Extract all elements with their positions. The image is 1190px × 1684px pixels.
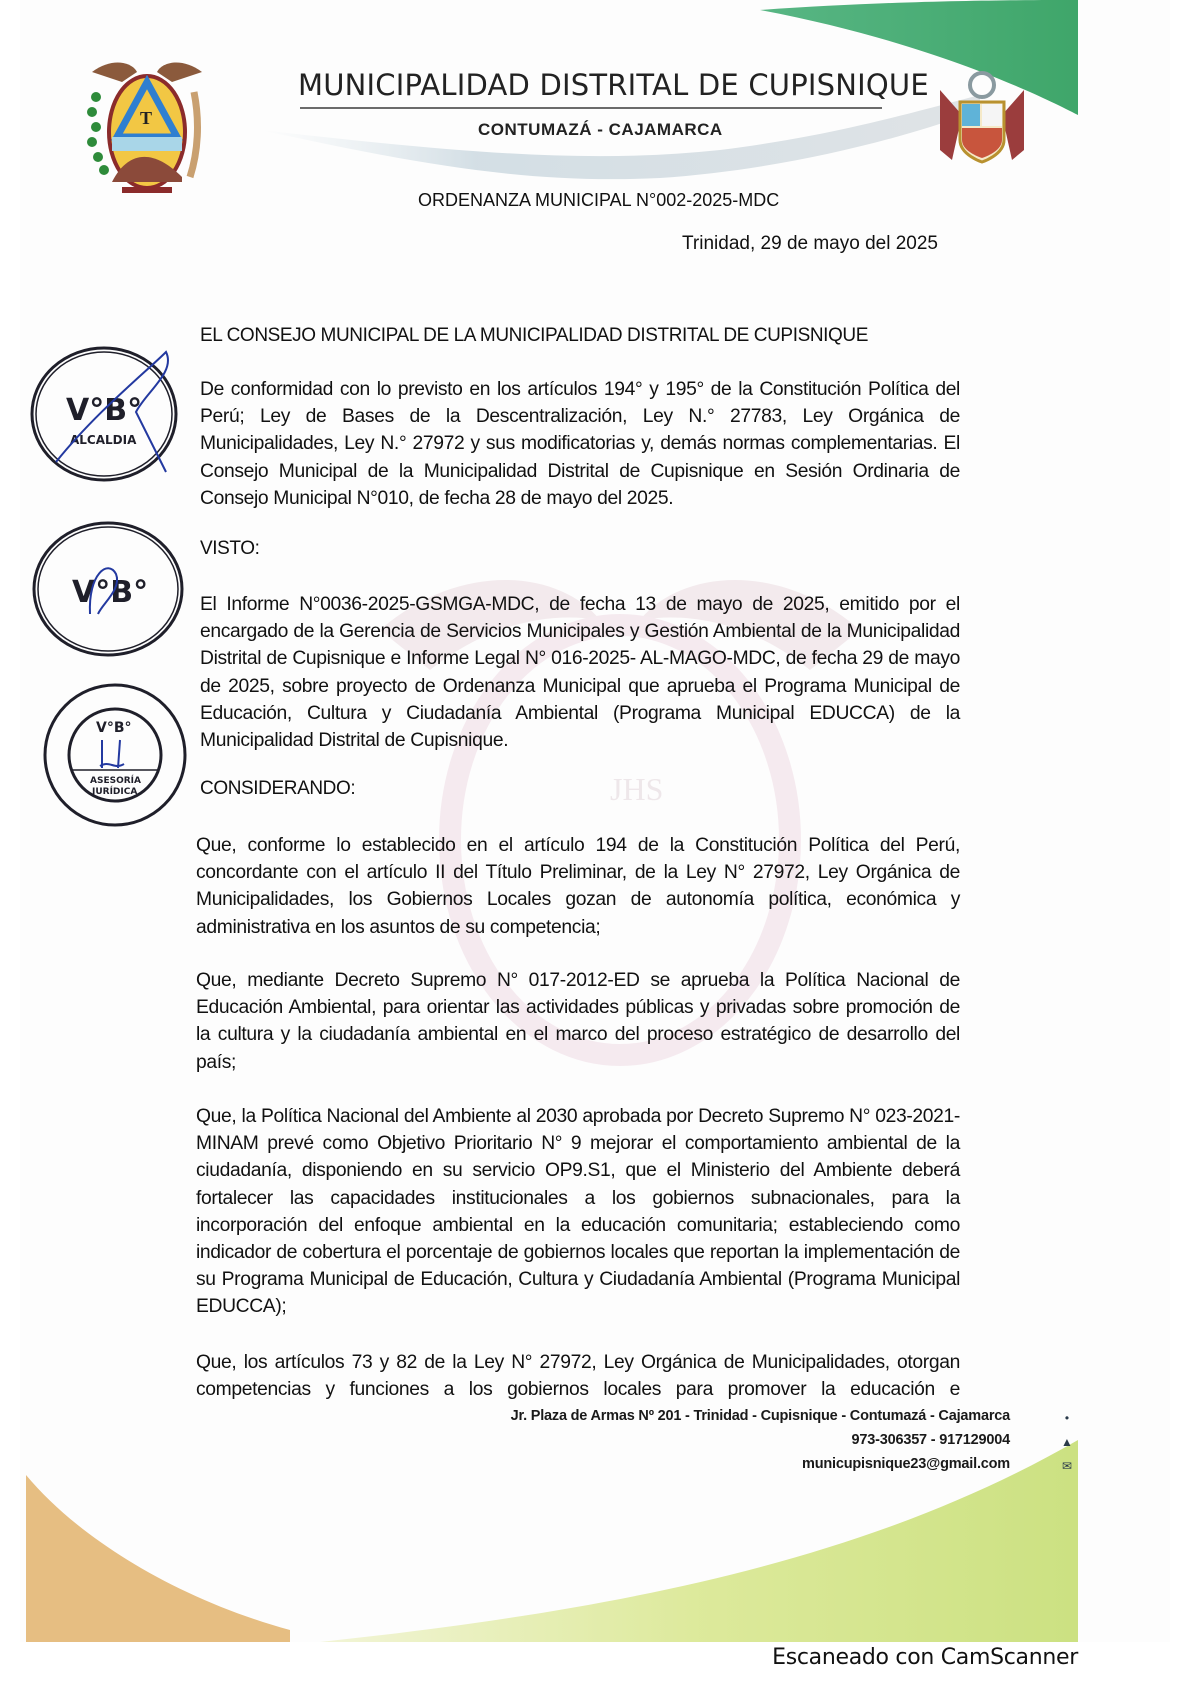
stamp-gerencia-municipal (28, 514, 188, 664)
considerando-paragraph (196, 1103, 960, 1321)
stamp-bottom-text: ALCALDIA (70, 433, 137, 447)
scanner-watermark: Escaneado con CamScanner (772, 1645, 1078, 1670)
stamp-asesoria-juridica (40, 680, 190, 830)
considerando-text-3: Que, la Política Nacional del Ambiente al 2030 aprobada por Decreto Supremo N° 023-2021-MINAM prevé como Objetivo Prioritario N° 9 mejorar el comportamiento ambiental de la ciudadanía, disponiendo en su servicio OP9.S1, que el Ministerio del Ambiente deberá fortalecer las capacidades institucionales a los gobiernos subnacionales, para la incorporación del enfoque ambiental en la educación comunitaria; estableciendo como indicador de cobertura el porcentaje de gobiernos locales que reportan la implementación de su Programa Municipal de Educación, Cultura y Ciudadanía Ambiental (Programa Municipal EDUCCA); (196, 1106, 960, 1318)
institution-location: CONTUMAZÁ - CAJAMARCA (478, 120, 723, 139)
preamble-paragraph (200, 376, 960, 512)
stamp-alcaldia (26, 332, 186, 492)
title-underline (300, 107, 882, 109)
visto-text: El Informe N°0036-2025-GSMGA-MDC, de fecha 13 de mayo de 2025, emitido por el encargado de la Gerencia de Servicios Municipales y Gestión Ambiental de la Municipalidad Distrital de Cupisnique e Informe Legal N° 016-2025- AL-MAGO-MDC, de fecha 29 de mayo de 2025, sobre proyecto de Ordenanza Municipal que aprueba el Programa Municipal de Educación, Cultura y Ciudadanía Ambiental (Programa Municipal EDUCCA) de la Municipalidad Distrital de Cupisnique. (200, 594, 960, 752)
mail-icon: ✉ (1061, 1459, 1073, 1473)
considerando-paragraph (196, 967, 960, 1076)
stamp-center-text: V°B° (66, 393, 143, 428)
document-page (20, 0, 1170, 1642)
considerando-paragraph (196, 832, 960, 941)
location-icon: • (1064, 1411, 1070, 1425)
footer-email[interactable]: municupisnique23@gmail.com (802, 1456, 1010, 1472)
stamp-center-text: V°B° (72, 575, 149, 610)
watermark-text: JHS (610, 771, 664, 807)
national-coat-of-arms (932, 60, 1032, 170)
document-date: Trinidad, 29 de mayo del 2025 (682, 233, 938, 254)
footer-address: Jr. Plaza de Armas Nº 201 - Trinidad - Cupisnique - Contumazá - Cajamarca (510, 1408, 1010, 1424)
considerando-paragraph (196, 1349, 960, 1403)
institution-title: MUNICIPALIDAD DISTRITAL DE CUPISNIQUE (298, 68, 929, 102)
footer-phones: 973-306357 - 917129004 (851, 1432, 1010, 1448)
considerando-text-4: Que, los artículos 73 y 82 de la Ley N° 27972, Ley Orgánica de Municipalidades, otorgan competencias y funciones a los gobiernos locales para promover la educación e (196, 1352, 960, 1401)
document-title: ORDENANZA MUNICIPAL N°002-2025-MDC (418, 190, 780, 210)
stamp-center-text: V°B° (96, 720, 132, 736)
svg-text:ASESORÍA: ASESORÍA (90, 776, 141, 786)
svg-text:JURÍDICA: JURÍDICA (92, 787, 138, 797)
phone-icon: ▲ (1061, 1435, 1073, 1449)
municipal-coat-of-arms (82, 52, 212, 202)
considerando-heading: CONSIDERANDO: (200, 778, 356, 799)
visto-paragraph (200, 591, 960, 754)
considerando-text-1: Que, conforme lo establecido en el artículo 194 de la Constitución Política del Perú, concordante con el artículo II del Título Preliminar, de la Ley N° 27972, Ley Orgánica de Municipalidades, los Gobiernos Locales gozan de autonomía política, económica y administrativa en los asuntos de su competencia; (196, 835, 960, 938)
considerando-text-2: Que, mediante Decreto Supremo N° 017-2012-ED se aprueba la Política Nacional de Educación Ambiental, para orientar las actividades públicas y privadas sobre promoción de la cultura y la ciudadanía ambiental en el marco del proceso estratégico de desarrollo del país; (196, 970, 960, 1073)
preamble-text: De conformidad con lo previsto en los artículos 194° y 195° de la Constitución Política del Perú; Ley de Bases de la Descentralización, Ley N.° 27783, Ley Orgánica de Municipalidades, Ley N.° 27972 y sus modificatorias y, demás normas complementarias. El Consejo Municipal de la Municipalidad Distrital de Cupisnique en Sesión Ordinaria de Consejo Municipal N°010, de fecha 28 de mayo del 2025. (200, 379, 960, 509)
council-heading: EL CONSEJO MUNICIPAL DE LA MUNICIPALIDAD DISTRITAL DE CUPISNIQUE (200, 325, 869, 346)
visto-heading: VISTO: (200, 538, 260, 559)
svg-text:T: T (140, 108, 153, 128)
